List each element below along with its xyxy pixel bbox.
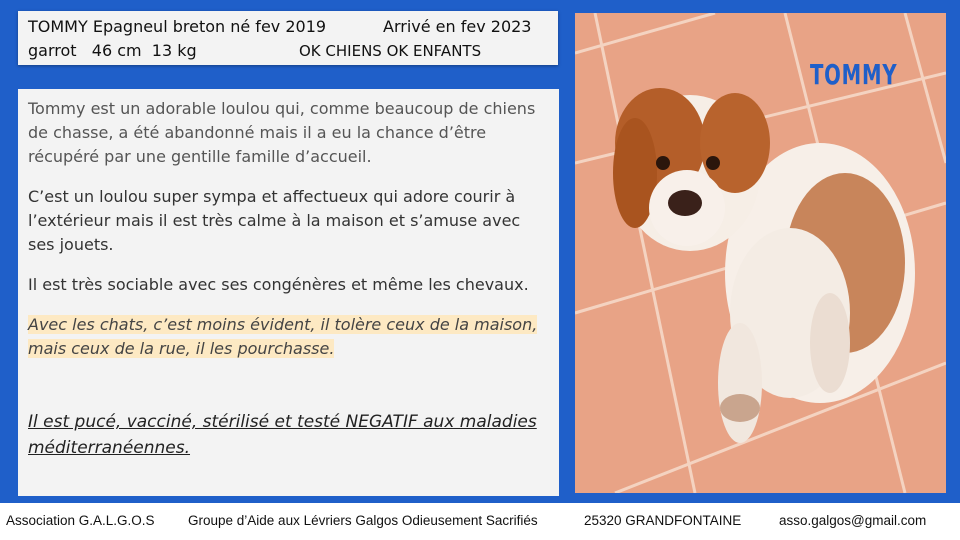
header-line-1 bbox=[28, 15, 548, 39]
dog-name-breed-birth: TOMMY Epagneul breton né fev 2019 bbox=[28, 17, 327, 36]
description-paragraph-3: Il est très sociable avec ses congénères et même les chevaux. bbox=[28, 275, 529, 294]
size-weight: garrot 46 cm 13 kg bbox=[28, 41, 197, 60]
compatibility: OK CHIENS OK ENFANTS bbox=[299, 42, 482, 60]
footer-city: 25320 GRANDFONTAINE bbox=[584, 513, 742, 528]
footer-full-name: Groupe d’Aide aux Lévriers Galgos Odieusement Sacrifiés bbox=[188, 513, 538, 528]
description-paragraph-2: C’est un loulou super sympa et affectueux qui adore courir à l’extérieur mais il est très calme à la maison et s’amuse avec ses jouets. bbox=[28, 187, 521, 254]
description-paragraph-1: Tommy est un adorable loulou qui, comme beaucoup de chiens de chasse, a été abandonné mais il a eu la chance d’être récupéré par une gentille famille d’accueil. bbox=[28, 99, 536, 166]
arrival-date: Arrivé en fev 2023 bbox=[383, 17, 532, 36]
footer-email[interactable]: asso.galgos@gmail.com bbox=[779, 513, 927, 528]
footer-association: Association G.A.L.G.O.S bbox=[6, 513, 155, 528]
cats-note-highlight: Avec les chats, c’est moins évident, il tolère ceux de la maison, mais ceux de la rue, il les pourchasse. bbox=[28, 315, 538, 358]
footer bbox=[0, 503, 960, 540]
header-line-2 bbox=[28, 39, 548, 63]
photo-title: TOMMY bbox=[810, 58, 898, 91]
description-panel bbox=[18, 89, 559, 496]
health-status: Il est pucé, vacciné, stérilisé et testé NEGATIF aux maladies méditerranéennes. bbox=[28, 412, 537, 458]
info-header bbox=[18, 11, 558, 65]
